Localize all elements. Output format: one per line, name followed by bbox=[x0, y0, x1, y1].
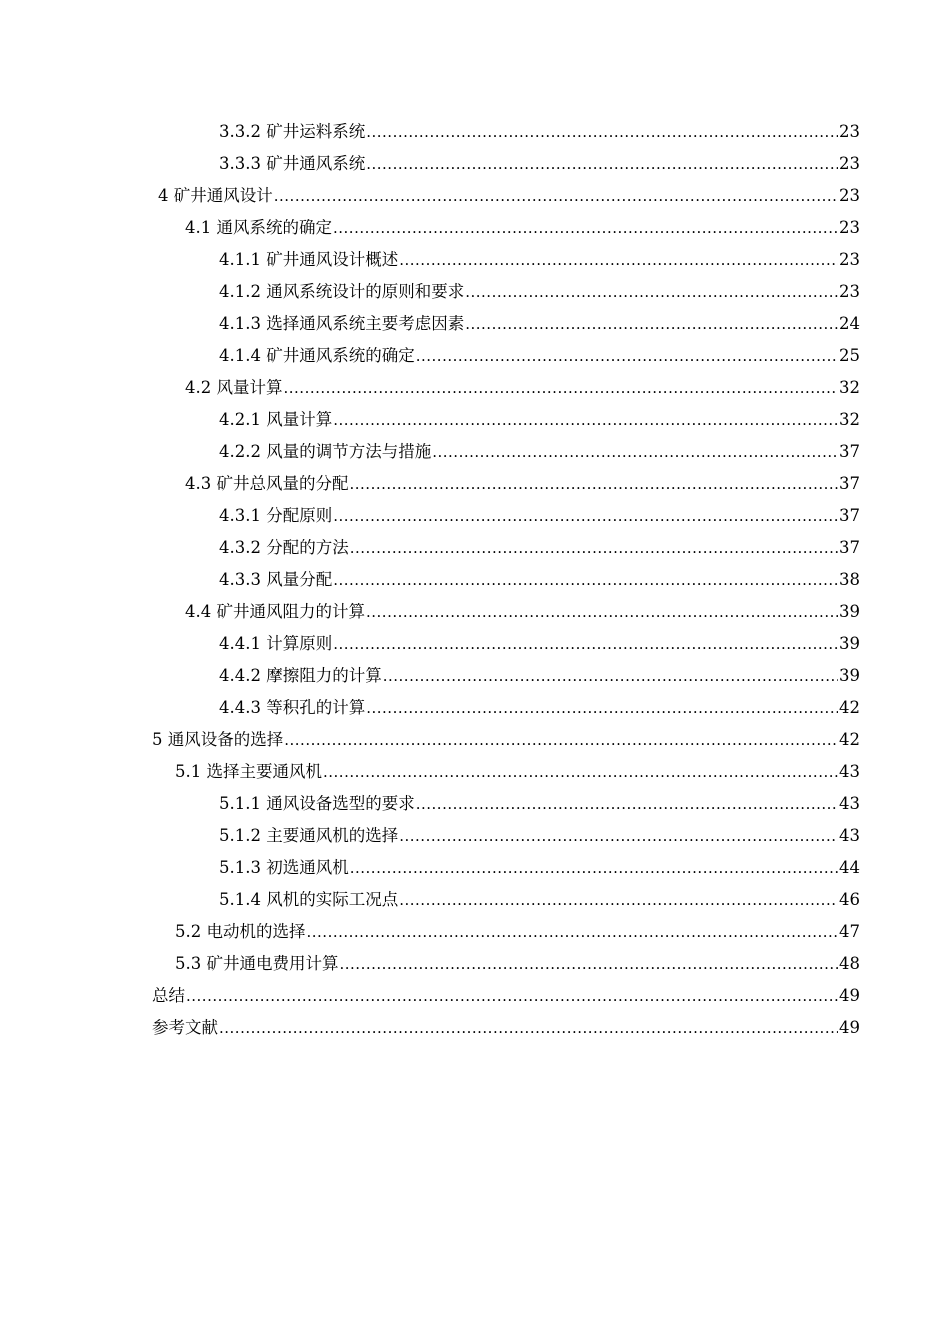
toc-entry[interactable] bbox=[0, 980, 950, 1012]
toc-entry-page: 47 bbox=[839, 922, 860, 941]
toc-dot-leader bbox=[366, 596, 838, 628]
toc-dot-leader bbox=[274, 180, 838, 212]
toc-dot-leader bbox=[350, 468, 839, 500]
toc-dot-leader bbox=[333, 404, 838, 436]
toc-dot-leader bbox=[350, 852, 838, 884]
toc-entry-title: 总结 bbox=[152, 986, 185, 1005]
toc-entry-title: 4 矿井通风设计 bbox=[158, 186, 273, 205]
toc-entry-title: 4.2.2 风量的调节方法与措施 bbox=[219, 442, 432, 461]
toc-dot-leader bbox=[416, 340, 838, 372]
toc-entry-page: 39 bbox=[839, 602, 860, 621]
toc-entry-title: 4.4.3 等积孔的计算 bbox=[219, 698, 366, 717]
toc-dot-leader bbox=[383, 660, 838, 692]
toc-entry[interactable] bbox=[0, 148, 950, 180]
toc-entry-page: 23 bbox=[839, 154, 860, 173]
toc-dot-leader bbox=[366, 148, 838, 180]
toc-entry-page: 32 bbox=[839, 410, 860, 429]
toc-entry-title: 5.3 矿井通电费用计算 bbox=[175, 954, 339, 973]
toc-entry-title: 4.3.1 分配原则 bbox=[219, 506, 333, 525]
toc-dot-leader bbox=[186, 980, 838, 1012]
toc-entry[interactable] bbox=[0, 724, 950, 756]
toc-entry-page: 49 bbox=[839, 986, 860, 1005]
toc-entry-title: 3.3.3 矿井通风系统 bbox=[219, 154, 366, 173]
toc-entry[interactable] bbox=[0, 756, 950, 788]
toc-entry[interactable] bbox=[0, 436, 950, 468]
toc-entry-title: 4.1 通风系统的确定 bbox=[185, 218, 332, 237]
toc-entry-page: 39 bbox=[839, 666, 860, 685]
toc-entry[interactable] bbox=[0, 1012, 950, 1044]
toc-entry-page: 43 bbox=[839, 794, 860, 813]
toc-entry[interactable] bbox=[0, 628, 950, 660]
toc-entry-title: 4.3 矿井总风量的分配 bbox=[185, 474, 349, 493]
toc-entry-page: 23 bbox=[839, 186, 860, 205]
toc-entry-page: 23 bbox=[839, 250, 860, 269]
toc-dot-leader bbox=[323, 756, 838, 788]
toc-entry-page: 43 bbox=[839, 826, 860, 845]
toc-entry-page: 44 bbox=[839, 858, 860, 877]
toc-entry-page: 24 bbox=[839, 314, 860, 333]
toc-entry-title: 4.2 风量计算 bbox=[185, 378, 283, 397]
toc-entry[interactable] bbox=[0, 884, 950, 916]
toc-dot-leader bbox=[350, 532, 838, 564]
toc-entry-title: 5.2 电动机的选择 bbox=[175, 922, 306, 941]
toc-entry-page: 37 bbox=[839, 442, 860, 461]
toc-entry-title: 5.1 选择主要通风机 bbox=[175, 762, 322, 781]
toc-entry-title: 4.1.3 选择通风系统主要考虑因素 bbox=[219, 314, 465, 333]
toc-entry[interactable] bbox=[0, 820, 950, 852]
toc-entry-title: 4.2.1 风量计算 bbox=[219, 410, 333, 429]
toc-entry-title: 4.4.2 摩擦阻力的计算 bbox=[219, 666, 382, 685]
toc-entry-title: 4.1.4 矿井通风系统的确定 bbox=[219, 346, 415, 365]
toc-entry-title: 5 通风设备的选择 bbox=[152, 730, 284, 749]
toc-entry-page: 23 bbox=[839, 122, 860, 141]
toc-entry[interactable] bbox=[0, 372, 950, 404]
toc-entry[interactable] bbox=[0, 212, 950, 244]
toc-dot-leader bbox=[284, 372, 839, 404]
toc-entry-page: 42 bbox=[839, 698, 860, 717]
toc-entry[interactable] bbox=[0, 244, 950, 276]
toc-entry[interactable] bbox=[0, 948, 950, 980]
toc-entry-page: 42 bbox=[839, 730, 860, 749]
toc-entry-title: 4.1.1 矿井通风设计概述 bbox=[219, 250, 399, 269]
toc-dot-leader bbox=[366, 116, 838, 148]
toc-entry[interactable] bbox=[0, 596, 950, 628]
toc-entry[interactable] bbox=[0, 564, 950, 596]
toc-entry[interactable] bbox=[0, 500, 950, 532]
toc-entry[interactable] bbox=[0, 916, 950, 948]
toc-dot-leader bbox=[333, 628, 838, 660]
toc-entry[interactable] bbox=[0, 308, 950, 340]
toc-entry-page: 25 bbox=[839, 346, 860, 365]
toc-entry[interactable] bbox=[0, 404, 950, 436]
toc-dot-leader bbox=[366, 692, 838, 724]
toc-dot-leader bbox=[416, 788, 838, 820]
toc-entry-page: 37 bbox=[839, 474, 860, 493]
toc-dot-leader bbox=[307, 916, 839, 948]
toc-dot-leader bbox=[333, 500, 838, 532]
toc-entry-page: 38 bbox=[839, 570, 860, 589]
toc-entry-title: 5.1.4 风机的实际工况点 bbox=[219, 890, 399, 909]
toc-entry-page: 43 bbox=[839, 762, 860, 781]
toc-entry[interactable] bbox=[0, 116, 950, 148]
toc-entry-title: 参考文献 bbox=[152, 1018, 218, 1037]
toc-entry-page: 46 bbox=[839, 890, 860, 909]
toc-entry[interactable] bbox=[0, 660, 950, 692]
toc-entry-page: 37 bbox=[839, 538, 860, 557]
toc-dot-leader bbox=[465, 308, 838, 340]
toc-entry-title: 5.1.3 初选通风机 bbox=[219, 858, 349, 877]
toc-entry-title: 5.1.2 主要通风机的选择 bbox=[219, 826, 399, 845]
toc-dot-leader bbox=[333, 564, 838, 596]
toc-entry-page: 23 bbox=[839, 218, 860, 237]
toc-dot-leader bbox=[399, 244, 838, 276]
toc-entry-page: 37 bbox=[839, 506, 860, 525]
table-of-contents bbox=[0, 116, 950, 1044]
toc-dot-leader bbox=[219, 1012, 838, 1044]
toc-entry[interactable] bbox=[0, 468, 950, 500]
toc-entry-title: 4.3.3 风量分配 bbox=[219, 570, 333, 589]
toc-entry-page: 32 bbox=[839, 378, 860, 397]
toc-entry[interactable] bbox=[0, 692, 950, 724]
toc-entry-title: 5.1.1 通风设备选型的要求 bbox=[219, 794, 415, 813]
toc-entry-title: 4.4 矿井通风阻力的计算 bbox=[185, 602, 365, 621]
toc-dot-leader bbox=[340, 948, 839, 980]
toc-dot-leader bbox=[333, 212, 838, 244]
toc-dot-leader bbox=[399, 884, 838, 916]
toc-entry[interactable] bbox=[0, 340, 950, 372]
toc-dot-leader bbox=[399, 820, 838, 852]
toc-dot-leader bbox=[284, 724, 838, 756]
toc-entry-title: 4.4.1 计算原则 bbox=[219, 634, 333, 653]
toc-entry-title: 3.3.2 矿井运料系统 bbox=[219, 122, 366, 141]
toc-entry[interactable] bbox=[0, 180, 950, 212]
toc-entry-page: 49 bbox=[839, 1018, 860, 1037]
toc-entry[interactable] bbox=[0, 276, 950, 308]
toc-entry-page: 23 bbox=[839, 282, 860, 301]
toc-entry-page: 48 bbox=[839, 954, 860, 973]
toc-entry[interactable] bbox=[0, 852, 950, 884]
toc-entry-page: 39 bbox=[839, 634, 860, 653]
toc-entry-title: 4.1.2 通风系统设计的原则和要求 bbox=[219, 282, 465, 301]
toc-dot-leader bbox=[432, 436, 838, 468]
toc-entry[interactable] bbox=[0, 532, 950, 564]
toc-entry[interactable] bbox=[0, 788, 950, 820]
toc-dot-leader bbox=[465, 276, 838, 308]
toc-entry-title: 4.3.2 分配的方法 bbox=[219, 538, 349, 557]
